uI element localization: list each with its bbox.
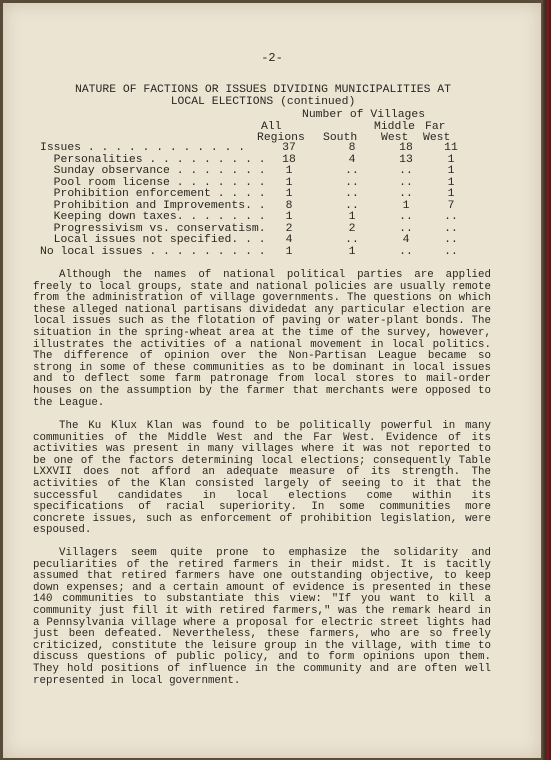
row-label: Issues . . . . . . . . . . . . (40, 142, 246, 154)
col-header-middle: Middle (374, 121, 416, 133)
value-all-regions: 8 (285, 199, 293, 212)
row-label: Personalities . . . . . . . . . (40, 153, 266, 166)
value-far-west: .. (444, 245, 458, 258)
table-row (40, 212, 470, 223)
document-page (3, 3, 541, 758)
col-header-south: South (323, 132, 358, 144)
value-all-regions: 2 (285, 222, 293, 235)
paragraph-text: The Ku Klux Klan was found to be politically powerful in many communities of the Middle West and the Far West. Evidence of its activities was present in many villages where it was not reported to be one of the factors determining local elections; consequently Table LXXVII does not afford an adequate measure of its strength. The activities of the Klan consisted largely of seeing to it that the successful candidates in local elections come within its specifications of racial superiority. In some communities more concrete issues, such as enforcement of prohibition legislation, were espoused. (33, 420, 491, 537)
value-all-regions: 1 (285, 188, 293, 200)
row-label: Local issues not specified. . . (40, 234, 266, 246)
col-header-far-west: West (423, 132, 451, 144)
paragraph-3 (33, 548, 491, 687)
value-far-west: .. (444, 222, 458, 235)
value-all-regions: 1 (285, 245, 293, 258)
table-row (40, 235, 470, 246)
paragraph-1 (33, 270, 491, 409)
value-south: 1 (348, 245, 356, 258)
value-south: .. (345, 188, 359, 200)
value-far-west: 11 (444, 142, 458, 154)
value-middle-west: 18 (399, 142, 413, 154)
table-row (40, 201, 470, 212)
paragraph-text: Although the names of national political parties are applied freely to local groups, state and national policies are usually remote from the administration of village governments. The questions on which these alleged national partisans dividedat any particular election are local issues such as the flotation of paving or water-plant bonds. The situation in the spring-wheat area at the time of the survey, however, illustrates the activities of a national movement in local politics. The difference of opinion over the Non-Partisan League became so strong in some of these communities as to be dominant in local issues and to deflect some farm patronage from local stores to mail-order houses on the assumption by the farmer that merchants were opposed to the League. (33, 269, 491, 409)
value-south: 8 (348, 142, 356, 154)
value-south: 1 (348, 211, 356, 223)
value-south: 4 (348, 153, 356, 166)
value-all-regions: 4 (285, 234, 293, 246)
row-label: No local issues . . . . . . . . . (40, 245, 266, 258)
page-number: -2- (261, 51, 283, 65)
value-all-regions: 37 (282, 142, 296, 154)
value-south: .. (345, 199, 359, 212)
value-far-west: 1 (447, 165, 455, 177)
value-far-west: 1 (447, 153, 455, 166)
value-far-west: 1 (447, 176, 455, 189)
row-label: Prohibition and Improvements. . (40, 199, 266, 212)
paragraph-2 (33, 421, 491, 537)
row-label: Prohibition enforcement . . . . (40, 188, 266, 200)
table-row (40, 224, 470, 235)
value-middle-west: .. (399, 188, 413, 200)
value-south: 2 (348, 222, 356, 235)
row-label: Keeping down taxes. . . . . . . (40, 211, 266, 223)
value-far-west: .. (444, 234, 458, 246)
value-all-regions: 18 (282, 153, 296, 166)
value-south: .. (345, 165, 359, 177)
value-south: .. (345, 234, 359, 246)
value-middle-west: .. (399, 165, 413, 177)
book-binding (541, 0, 551, 760)
value-far-west: 1 (447, 188, 455, 200)
table-row (40, 166, 470, 177)
value-middle-west: .. (399, 222, 413, 235)
table-row (40, 143, 470, 154)
value-all-regions: 1 (285, 176, 293, 189)
value-middle-west: .. (399, 211, 413, 223)
value-far-west: 7 (447, 199, 455, 212)
value-all-regions: 1 (285, 165, 293, 177)
row-label: Progressivism vs. conservatism. (40, 222, 266, 235)
paragraph-text: Villagers seem quite prone to emphasize the solidarity and peculiarities of the retired farmers in their midst. It is tacitly assumed that retired farmers have one outstanding objective, to keep down expenses; and a certain amount of evidence is presented in these 140 communities to substantiate this view: "If you want to kill a community just fill it with retired farmers," was the remark heard in a Pennsylvania village where a proposal for electric street lights had just been defeated. Nevertheless, these farmers, who are so freely criticized, constitute the leisure group in the village, with time to discuss questions of public policy, and to form opinions upon them. They hold positions of influence in the community and are often well represented in local government. (33, 547, 491, 687)
value-middle-west: .. (399, 245, 413, 258)
table-row (40, 189, 470, 200)
table-title-line-2: LOCAL ELECTIONS (continued) (170, 96, 356, 108)
table-row (40, 178, 470, 189)
value-south: .. (345, 176, 359, 189)
table-row (40, 155, 470, 166)
col-header-regions: Regions (257, 132, 305, 144)
value-all-regions: 1 (285, 211, 293, 223)
value-middle-west: 13 (399, 153, 413, 166)
table-row (40, 247, 470, 258)
table-title-line-1: NATURE OF FACTIONS OR ISSUES DIVIDING MUNICIPALITIES AT (75, 84, 451, 96)
row-label: Sunday observance . . . . . . . (40, 165, 266, 177)
col-header-west: West (381, 132, 409, 144)
group-header: Number of Villages (302, 109, 426, 121)
value-middle-west: 4 (402, 234, 410, 246)
col-header-all: All (261, 121, 282, 133)
col-header-far: Far (425, 121, 446, 133)
value-middle-west: 1 (402, 199, 410, 212)
value-middle-west: .. (399, 176, 413, 189)
value-far-west: .. (444, 211, 458, 223)
row-label: Pool room license . . . . . . . (40, 176, 266, 189)
